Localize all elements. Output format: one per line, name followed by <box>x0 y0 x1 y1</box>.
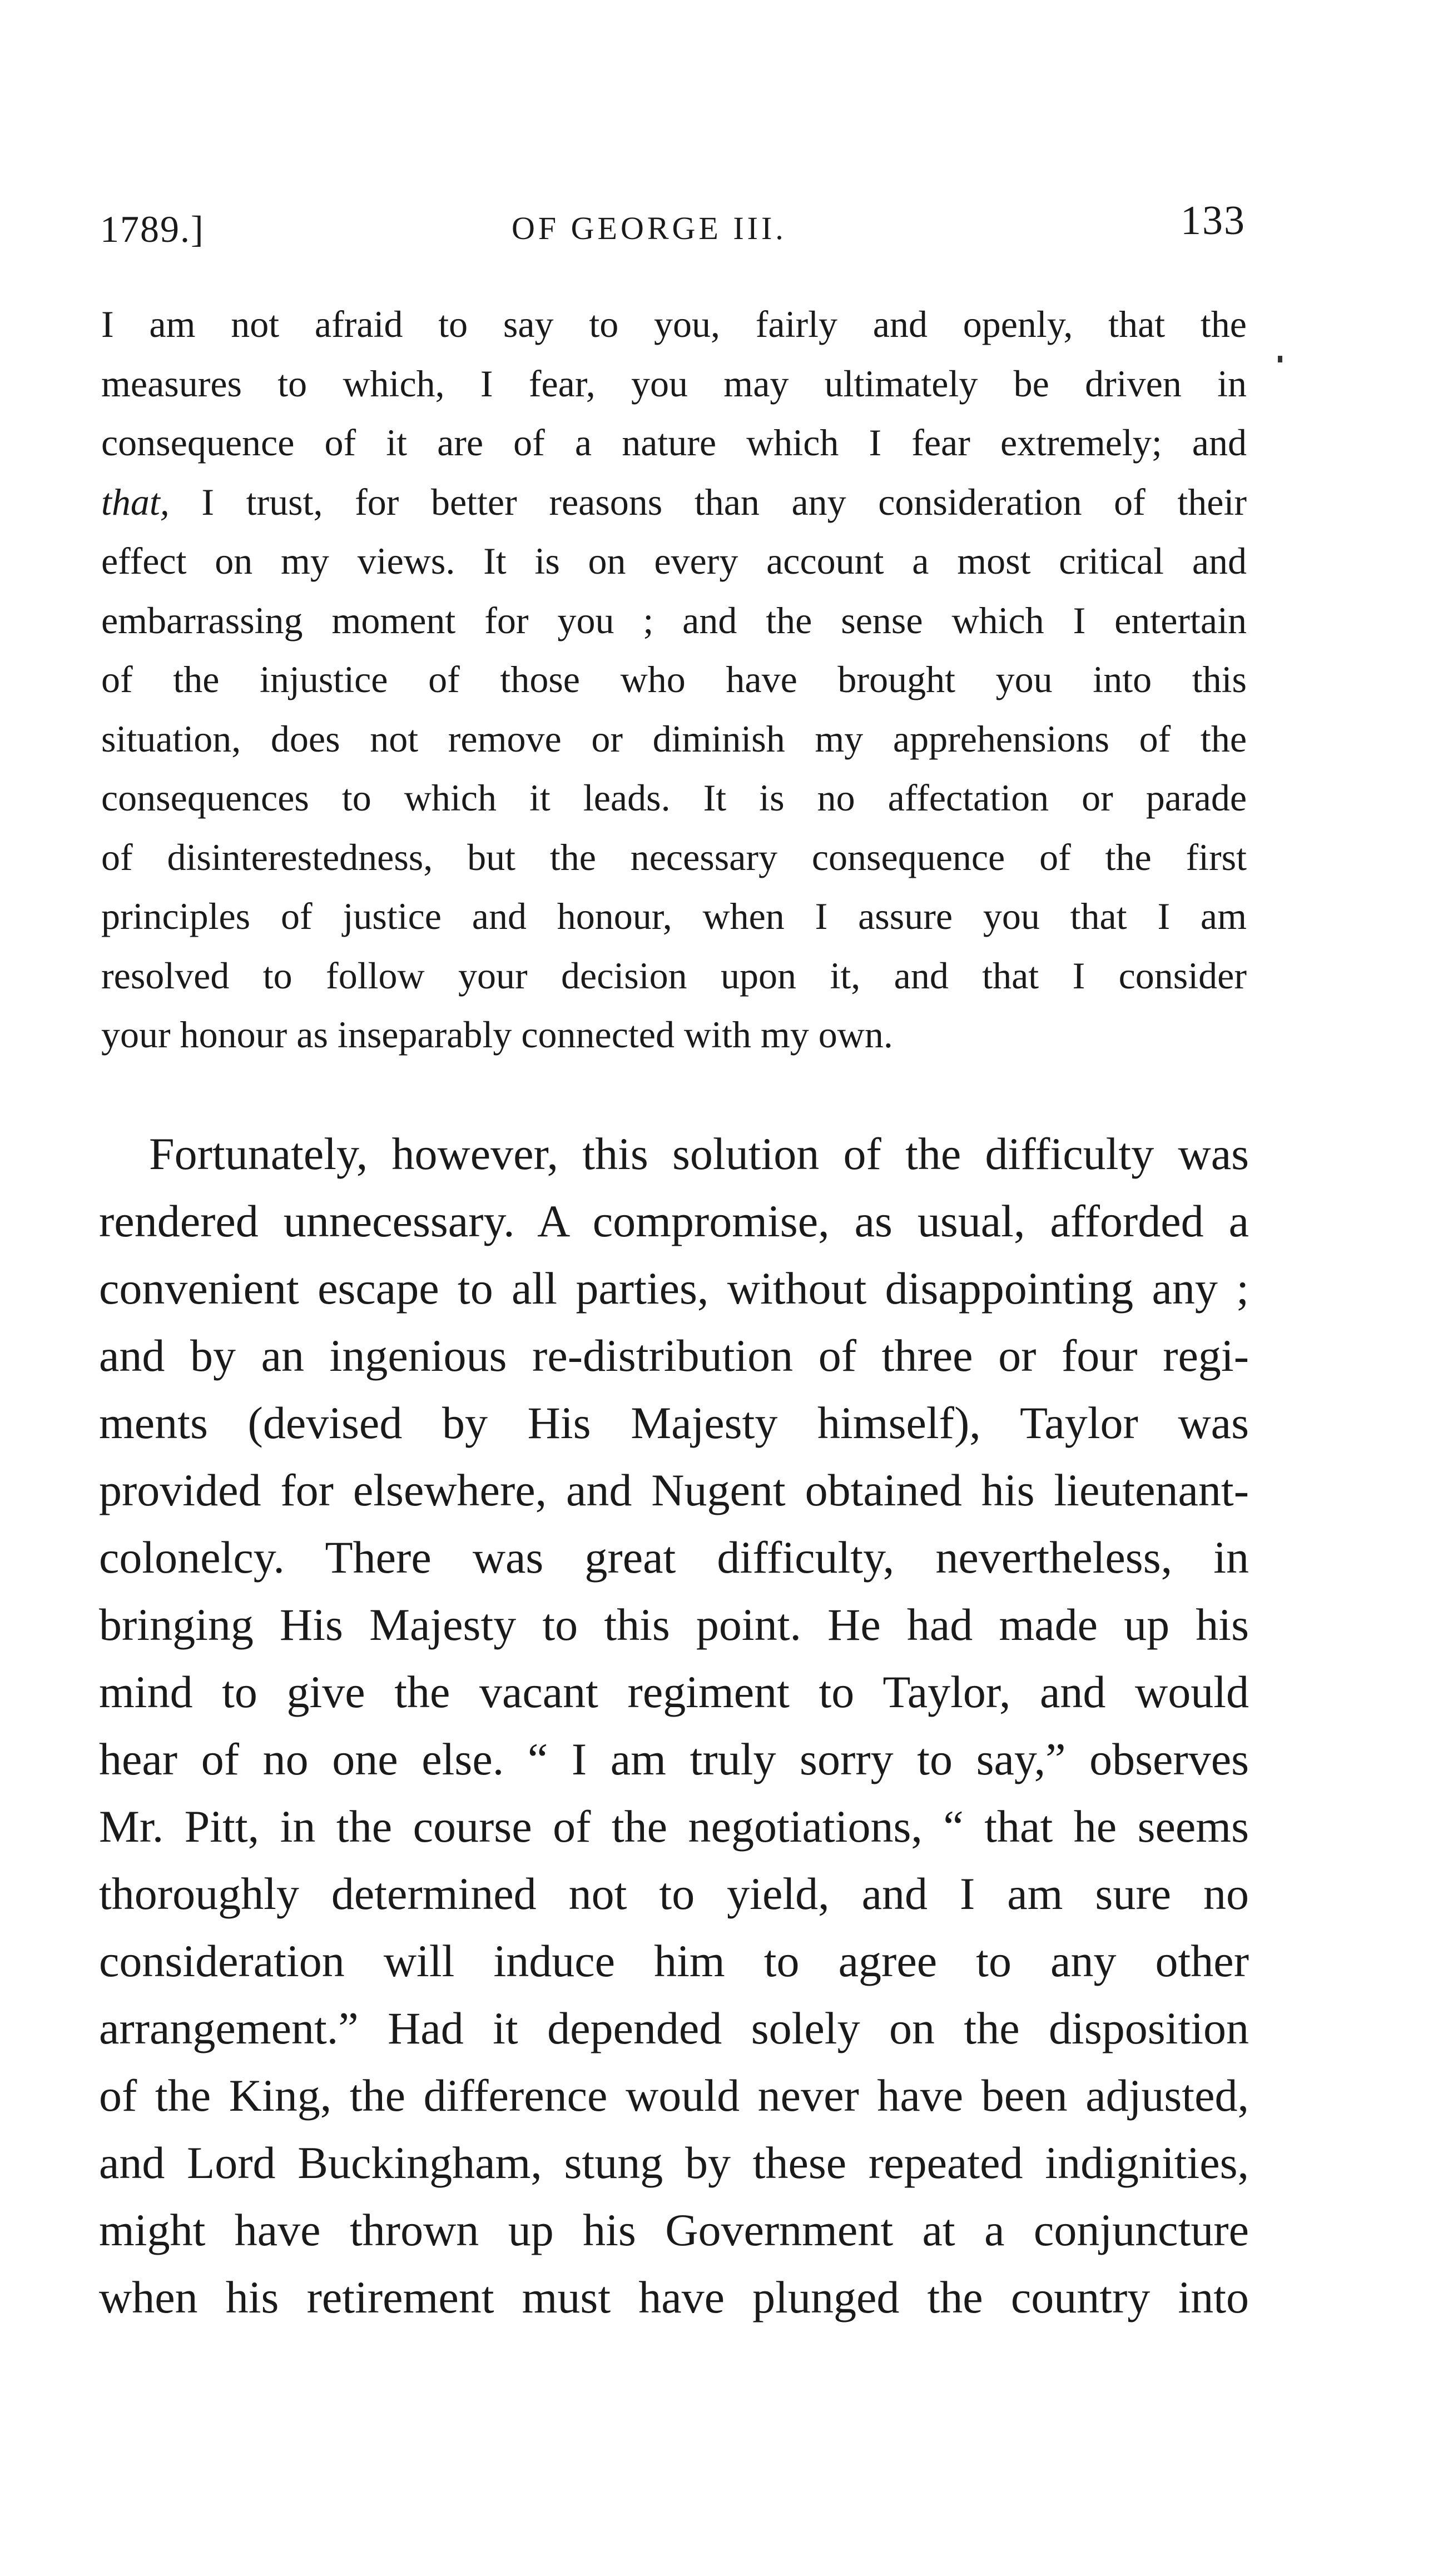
body-line: might have thrown up his Government at a conjuncture <box>99 2205 1249 2255</box>
letter-line: that, I trust, for better reasons than any consideration of their <box>101 480 1247 523</box>
body-line: of the King, the difference would never have been adjusted, <box>99 2070 1249 2121</box>
body-line: arrangement.” Had it depended solely on the disposition <box>99 2003 1249 2053</box>
letter-line: embarrassing moment for you ; and the sense which I entertain <box>101 599 1247 641</box>
letter-line: your honour as inseparably connected with my own. <box>101 1013 893 1056</box>
body-line: provided for elsewhere, and Nugent obtained his lieutenant- <box>99 1465 1249 1515</box>
body-line: and Lord Buckingham, stung by these repeated indignities, <box>99 2137 1249 2188</box>
body-line: Mr. Pitt, in the course of the negotiations, “ that he seems <box>99 1801 1249 1852</box>
letter-line: situation, does not remove or diminish my apprehensions of the <box>101 717 1247 760</box>
body-line: when his retirement must have plunged the country into <box>99 2272 1249 2323</box>
letter-line: I am not afraid to say to you, fairly and openly, that the <box>101 303 1247 345</box>
body-line: consideration will induce him to agree to any other <box>99 1936 1249 1986</box>
body-line: ments (devised by His Majesty himself), Taylor was <box>99 1398 1249 1448</box>
ink-speck <box>1278 356 1282 362</box>
letter-line: principles of justice and honour, when I assure you that I am <box>101 895 1247 937</box>
body-paragraph <box>99 1120 1249 2331</box>
letter-line: effect on my views. It is on every account a most critical and <box>101 540 1247 582</box>
letter-line: of the injustice of those who have brought you into this <box>101 658 1247 700</box>
body-line: convenient escape to all parties, without disappointing any ; <box>99 1263 1249 1314</box>
quoted-letter <box>101 295 1247 1065</box>
letter-line: of disinterestedness, but the necessary consequence of the first <box>101 836 1247 878</box>
letter-line: consequences to which it leads. It is no affectation or parade <box>101 777 1247 819</box>
emphasis-that: that, <box>101 480 170 523</box>
body-line: thoroughly determined not to yield, and I am sure no <box>99 1868 1249 1919</box>
letter-line: consequence of it are of a nature which I fear extremely; and <box>101 421 1247 464</box>
letter-line: measures to which, I fear, you may ultimately be driven in <box>101 362 1247 405</box>
body-line: colonelcy. There was great difficulty, nevertheless, in <box>99 1532 1249 1583</box>
body-line: hear of no one else. “ I am truly sorry to say,” observes <box>99 1734 1249 1784</box>
body-line: mind to give the vacant regiment to Taylor, and would <box>99 1667 1249 1717</box>
page-number: 133 <box>1181 198 1246 243</box>
running-head-title: OF GEORGE III. <box>512 210 787 246</box>
body-line: rendered unnecessary. A compromise, as usual, afforded a <box>99 1196 1249 1246</box>
letter-line: resolved to follow your decision upon it, and that I consider <box>101 954 1247 997</box>
body-line: and by an ingenious re-distribution of three or four regi- <box>99 1330 1249 1381</box>
running-head-year: 1789.] <box>100 208 205 250</box>
body-line: bringing His Majesty to this point. He had made up his <box>99 1599 1249 1650</box>
body-line: Fortunately, however, this solution of the difficulty was <box>149 1128 1249 1179</box>
running-head <box>100 197 1246 258</box>
